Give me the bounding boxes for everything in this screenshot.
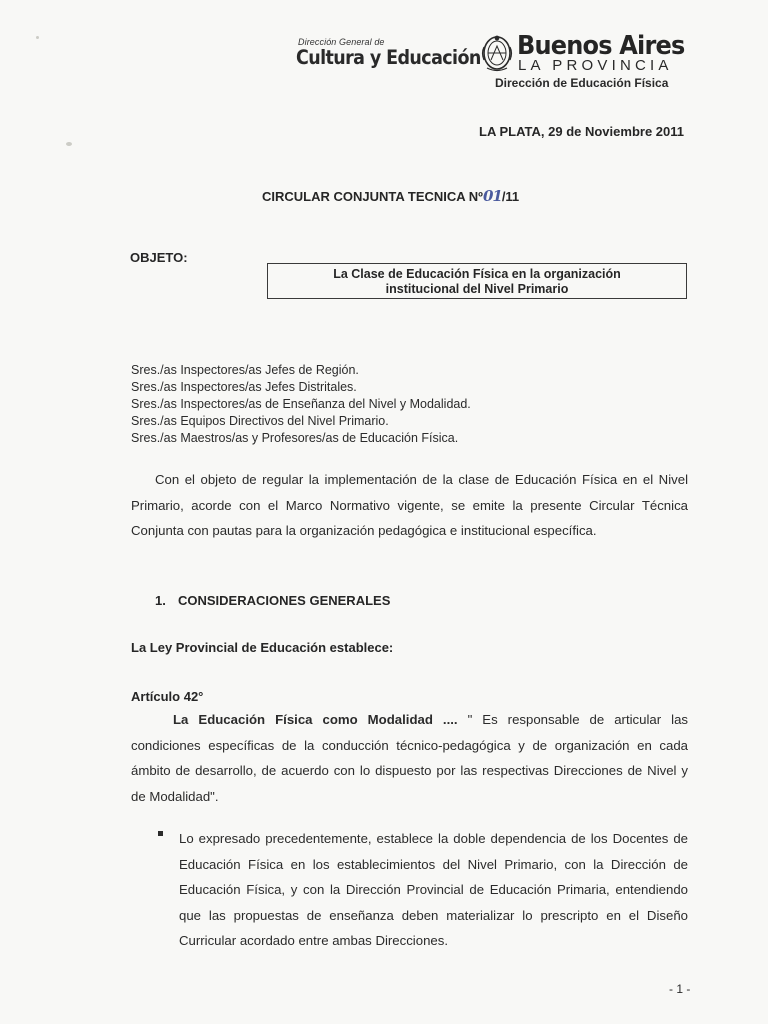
section-heading [155, 593, 390, 608]
article-bold-lead: La Educación Física como Modalidad .... [173, 712, 458, 727]
provincial-seal-icon [480, 33, 514, 73]
circular-handwritten-number: 01 [482, 187, 502, 205]
section-number: 1. [155, 593, 166, 608]
letterhead-province-label: LA PROVINCIA [518, 57, 673, 74]
article-paragraph [131, 707, 688, 809]
intro-paragraph [131, 467, 688, 544]
section-title: CONSIDERACIONES GENERALES [178, 593, 391, 608]
intro-paragraph-text: Con el objeto de regular la implementación de la clase de Educación Física en el Nivel Primario, acorde con el Marco Normativo vigente, se emite la presente Circular Técnica Conjunta con pautas para la organización pedagógica e institucional específica. [131, 472, 688, 538]
bullet-square-icon [158, 831, 163, 836]
article-title: Artículo 42° [131, 689, 204, 704]
recipient-line: Sres./as Maestros/as y Profesores/as de Educación Física. [131, 431, 459, 445]
letterhead-title: Cultura y Educación [296, 47, 481, 70]
recipient-line: Sres./as Equipos Directivos del Nivel Primario. [131, 414, 389, 428]
objeto-line: La Clase de Educación Física en la organización [333, 267, 621, 281]
recipient-line: Sres./as Inspectores/as Jefes de Región. [131, 363, 359, 377]
objeto-line: institucional del Nivel Primario [385, 282, 569, 296]
bullet-paragraph: Lo expresado precedentemente, establece la doble dependencia de los Docentes de Educación Física en los establecimientos del Nivel Primario, con la Dirección de Educación Física, y con la Dirección Provincial de Educación Primaria, entendiendo que las propuestas de enseñanza deben materializar lo prescripto en el Diseño Curricular acordado entre ambas Direcciones. [179, 831, 688, 948]
letterhead-subtitle: Dirección General de [298, 37, 385, 47]
circular-prefix: CIRCULAR CONJUNTA TECNICA Nº [262, 189, 483, 204]
circular-title [262, 187, 519, 205]
scan-speck [36, 36, 39, 39]
article-text: " Es responsable de articular las condiciones específicas de la conducción técnico-pedagógica y de organización en cada ámbito de desarrollo, de acuerdo con lo dispuesto por las respectivas Direcciones de Nivel y de Modalidad". [131, 712, 688, 804]
objeto-box [267, 263, 687, 299]
letterhead-province-name: Buenos Aires [517, 30, 685, 61]
letterhead-department: Dirección de Educación Física [495, 76, 669, 90]
law-intro: La Ley Provincial de Educación establece: [131, 640, 394, 655]
recipient-line: Sres./as Inspectores/as Jefes Distritales. [131, 380, 357, 394]
scan-speck [66, 142, 72, 146]
objeto-label: OBJETO: [130, 250, 188, 265]
circular-suffix: /11 [501, 189, 520, 204]
page-number: - 1 - [669, 982, 691, 996]
recipients-list [131, 362, 471, 447]
document-date: LA PLATA, 29 de Noviembre 2011 [479, 124, 684, 139]
recipient-line: Sres./as Inspectores/as de Enseñanza del Nivel y Modalidad. [131, 397, 471, 411]
